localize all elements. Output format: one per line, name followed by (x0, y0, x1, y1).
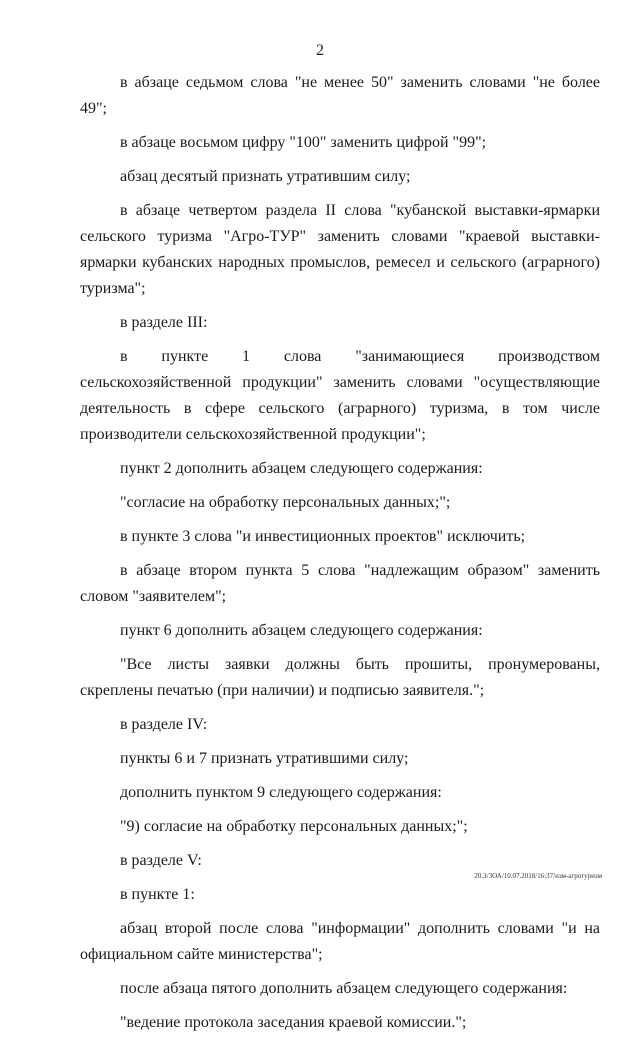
paragraph: абзац второй после слова "информации" дополнить словами "и на официальном сайте министерства"; (80, 920, 600, 963)
paragraph: в абзаце втором пункта 5 слова "надлежащим образом" заменить словом "заявителем"; (80, 562, 600, 605)
paragraph: пункт 6 дополнить абзацем следующего содержания: (120, 622, 483, 639)
paragraph: в абзаце восьмом цифру "100" заменить цифрой "99"; (120, 134, 487, 151)
paragraph: дополнить пунктом 9 следующего содержания: (120, 784, 442, 801)
footer-document-code: 20.3/3ОА/10.07.2018/16:37/изм-агротуризм (474, 872, 602, 880)
paragraph: в пункте 1: (120, 886, 195, 903)
paragraph: в абзаце четвертом раздела II слова "кубанской выставки-ярмарки сельского туризма "Агро-ТУР" заменить словами "краевой выставки-ярмарки кубанских народных промыслов, ремесел и сельского (аграрного) туризма"; (80, 202, 600, 297)
paragraph: в пункте 3 слова "и инвестиционных проектов" исключить; (120, 528, 526, 545)
paragraph: в разделе III: (120, 314, 208, 331)
page-number: 2 (316, 42, 324, 59)
paragraph: абзац десятый признать утратившим силу; (120, 168, 411, 185)
paragraph: пункты 6 и 7 признать утратившими силу; (120, 750, 409, 767)
paragraph: "ведение протокола заседания краевой комиссии."; (120, 1014, 467, 1031)
paragraph: пункт 2 дополнить абзацем следующего содержания: (120, 460, 483, 477)
document-body (80, 70, 600, 1044)
paragraph: "Все листы заявки должны быть прошиты, пронумерованы, скреплены печатью (при наличии) и подписью заявителя."; (80, 656, 600, 699)
paragraph: "согласие на обработку персональных данных;"; (120, 494, 451, 511)
paragraph: "9) согласие на обработку персональных данных;"; (120, 818, 468, 835)
paragraph: в пункте 1 слова "занимающиеся производством сельскохозяйственной продукции" заменить словами "осуществляющие деятельность в сфере сельского (аграрного) туризма, в том числе производители сельскохозяйственной продукции"; (80, 348, 600, 443)
paragraph: в разделе V: (120, 852, 202, 869)
paragraph: в разделе IV: (120, 716, 208, 733)
paragraph: после абзаца пятого дополнить абзацем следующего содержания: (120, 980, 568, 997)
paragraph: в абзаце седьмом слова "не менее 50" заменить словами "не более 49"; (80, 74, 600, 117)
